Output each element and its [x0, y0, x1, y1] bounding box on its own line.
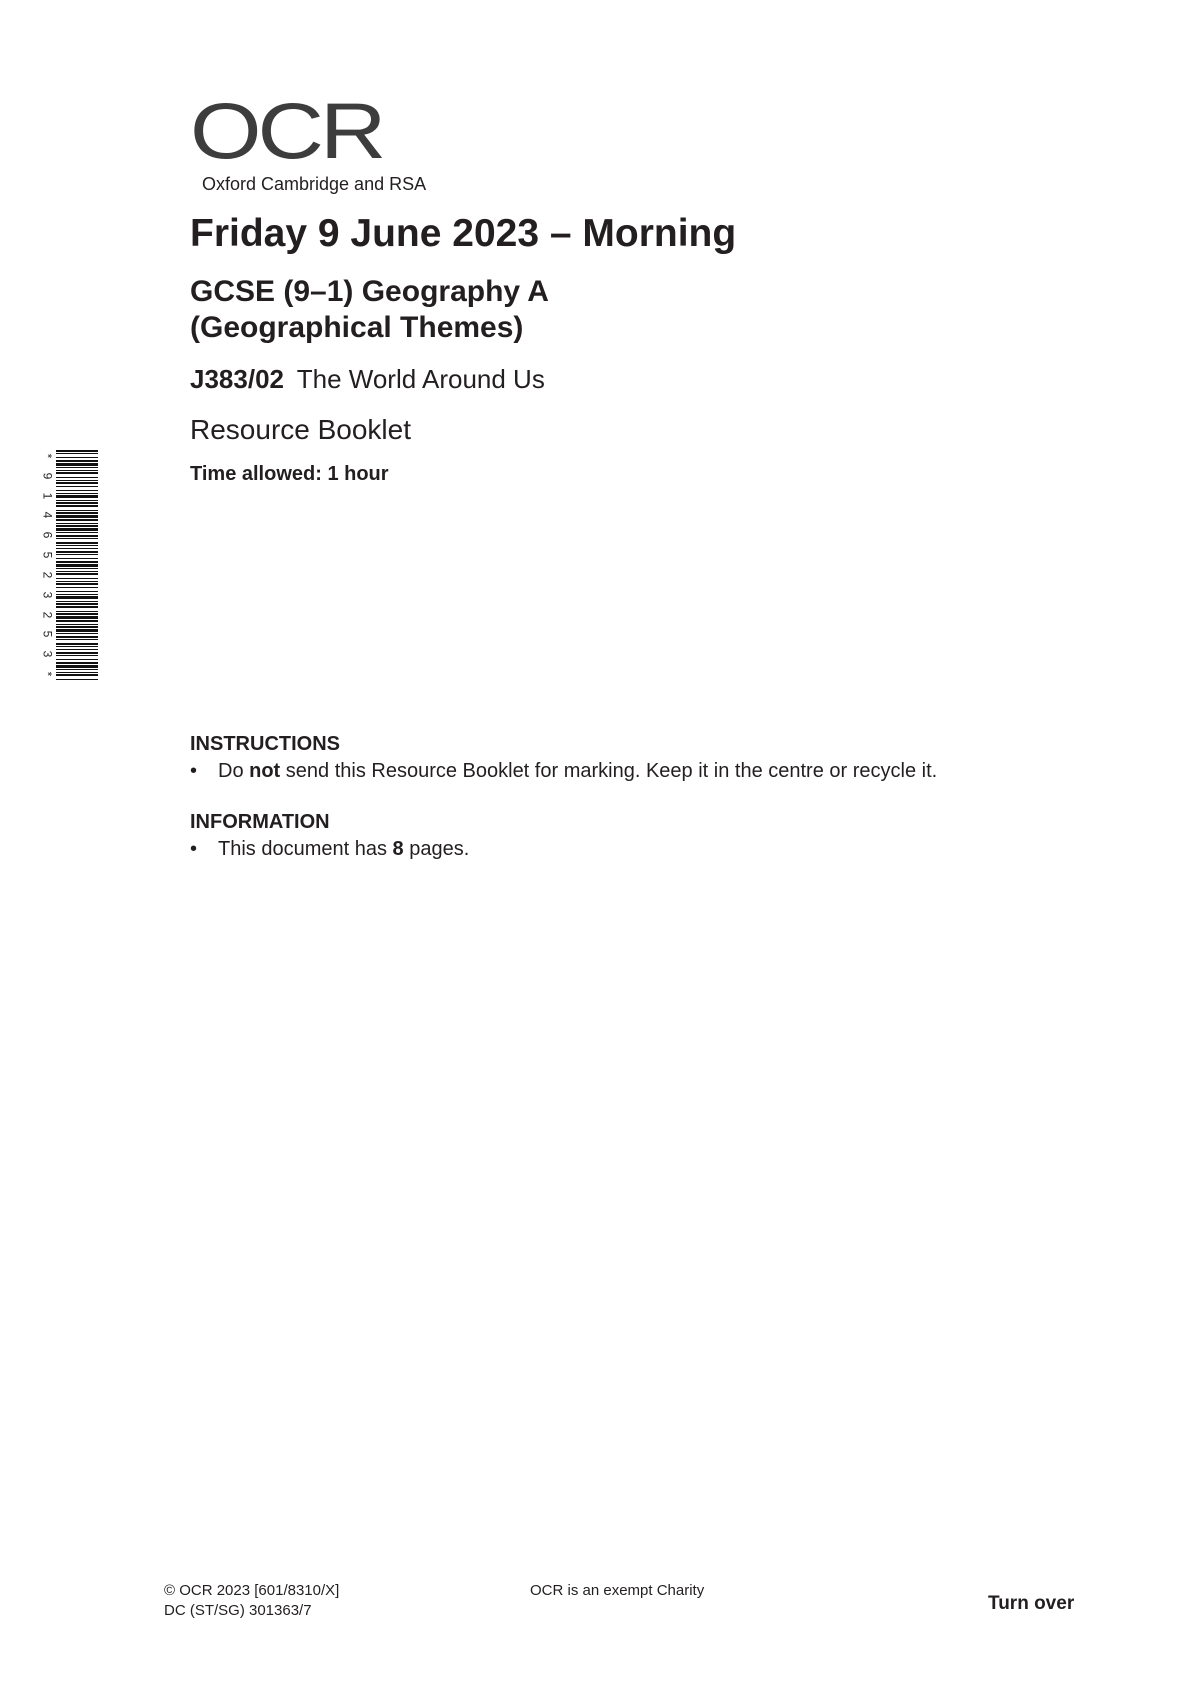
- barcode-bar: [56, 535, 98, 537]
- barcode-bar: [56, 652, 98, 654]
- barcode-digit: 4: [40, 512, 54, 519]
- barcode-bar: [56, 467, 98, 468]
- barcode-bar: [56, 629, 98, 632]
- barcode-bar: [56, 606, 98, 608]
- barcode-bar: [56, 679, 98, 680]
- footer-charity: OCR is an exempt Charity: [530, 1582, 705, 1599]
- paper-code-line: [190, 364, 545, 395]
- barcode-bar: [56, 611, 98, 612]
- barcode-bar: [56, 596, 98, 599]
- barcode-bar: [56, 460, 98, 462]
- barcode-bar: [56, 502, 98, 504]
- barcode-bar: [56, 594, 98, 595]
- barcode-bar: [56, 655, 98, 656]
- booklet-title: Resource Booklet: [190, 414, 412, 445]
- turn-over-label: Turn over: [988, 1593, 1075, 1614]
- logo-subtitle: Oxford Cambridge and RSA: [202, 174, 427, 194]
- instructions-bullet: [190, 760, 937, 783]
- qualification-line-2: (Geographical Themes): [190, 311, 524, 344]
- barcode-bar: [56, 571, 98, 572]
- barcode-bar: [56, 665, 98, 668]
- barcode-digit: 9: [40, 472, 54, 480]
- barcode-bar: [56, 578, 98, 579]
- barcode-bar: [56, 505, 98, 507]
- barcode-bar: [56, 626, 98, 628]
- barcode-bar: [56, 601, 98, 602]
- barcode-bar: [56, 568, 98, 569]
- barcode-bar: [56, 551, 98, 553]
- barcode-bar: [56, 674, 98, 676]
- barcode-digit: 3: [40, 591, 54, 599]
- barcode-bar: [56, 583, 98, 585]
- barcode-bar: [56, 538, 98, 539]
- barcode-bar: [56, 616, 98, 619]
- barcode-digit: 2: [40, 611, 54, 618]
- barcode-bar: [56, 519, 98, 521]
- barcode-bar: [56, 477, 98, 478]
- barcode-bar: [56, 482, 98, 484]
- footer-reference: DC (ST/SG) 301363/7: [164, 1602, 312, 1619]
- information-text-bold: 8: [392, 838, 404, 860]
- barcode-bars: [56, 450, 98, 680]
- barcode-bar: [56, 633, 98, 634]
- barcode-bar: [56, 639, 98, 640]
- barcode-bar: [56, 659, 98, 660]
- information-heading: INFORMATION: [190, 811, 330, 833]
- footer-copyright: © OCR 2023 [601/8310/X]: [164, 1582, 340, 1599]
- barcode-bar: [56, 649, 98, 650]
- barcode-bar: [56, 510, 98, 511]
- information-bullet: [190, 838, 469, 861]
- barcode-digit: 6: [40, 531, 54, 539]
- barcode-digit: 5: [40, 551, 54, 559]
- exam-date: Friday 9 June 2023 – Morning: [190, 212, 737, 255]
- instructions-heading: INSTRUCTIONS: [190, 733, 340, 755]
- barcode-digits: [40, 448, 54, 682]
- qualification-line-1: GCSE (9–1) Geography A: [190, 275, 549, 308]
- barcode-bar: [56, 532, 98, 533]
- barcode: [40, 448, 100, 682]
- bullet-icon: •: [190, 760, 198, 782]
- barcode-bar: [56, 457, 98, 458]
- barcode-bar: [56, 493, 98, 494]
- barcode-bar: [56, 523, 98, 524]
- barcode-bar: [56, 495, 98, 498]
- qualification-title: [190, 274, 549, 346]
- barcode-bar: [56, 490, 98, 491]
- logo-mark: OCR: [190, 87, 383, 176]
- barcode-bar: [56, 581, 98, 582]
- barcode-bar: [56, 500, 98, 501]
- instructions-text-pre: Do: [218, 760, 250, 782]
- barcode-bar: [56, 480, 98, 481]
- barcode-digit: 3: [40, 650, 54, 658]
- barcode-bar: [56, 603, 98, 605]
- barcode-bar: [56, 548, 98, 549]
- ocr-logo: [190, 87, 450, 202]
- barcode-bar: [56, 643, 98, 645]
- barcode-bar: [56, 554, 98, 555]
- barcode-bar: [56, 558, 98, 559]
- barcode-digit: *: [39, 453, 54, 459]
- barcode-bar: [56, 591, 98, 592]
- barcode-bar: [56, 613, 98, 615]
- barcode-bar: [56, 669, 98, 670]
- barcode-bar: [56, 620, 98, 622]
- barcode-bar: [56, 470, 98, 471]
- barcode-bar: [56, 525, 98, 527]
- barcode-bar: [56, 486, 98, 487]
- information-text-pre: This document has: [218, 838, 393, 860]
- barcode-bar: [56, 512, 98, 514]
- barcode-bar: [56, 636, 98, 638]
- barcode-bar: [56, 672, 98, 673]
- barcode-bar: [56, 646, 98, 647]
- barcode-bar: [56, 453, 98, 454]
- barcode-bar: [56, 573, 98, 575]
- bullet-icon: •: [190, 838, 198, 860]
- barcode-digit: 5: [40, 630, 54, 638]
- barcode-bar: [56, 515, 98, 518]
- barcode-bar: [56, 545, 98, 546]
- paper-code: J383/02: [190, 364, 284, 394]
- barcode-digit: 2: [40, 571, 54, 579]
- instructions-text-bold: not: [249, 760, 281, 782]
- barcode-bar: [56, 662, 98, 664]
- barcode-digit: *: [39, 671, 54, 677]
- barcode-bar: [56, 542, 98, 544]
- barcode-bar: [56, 463, 98, 466]
- barcode-bar: [56, 472, 98, 474]
- barcode-bar: [56, 587, 98, 588]
- barcode-bar: [56, 561, 98, 563]
- barcode-bar: [56, 564, 98, 567]
- barcode-bar: [56, 528, 98, 531]
- barcode-bar: [56, 624, 98, 625]
- instructions-text-post: send this Resource Booklet for marking. Keep it in the centre or recycle it.: [280, 760, 938, 782]
- paper-title: The World Around Us: [296, 364, 545, 394]
- time-allowed: Time allowed: 1 hour: [190, 463, 389, 485]
- information-text-post: pages.: [403, 838, 470, 860]
- barcode-bar: [56, 450, 98, 452]
- barcode-digit: 1: [40, 492, 54, 499]
